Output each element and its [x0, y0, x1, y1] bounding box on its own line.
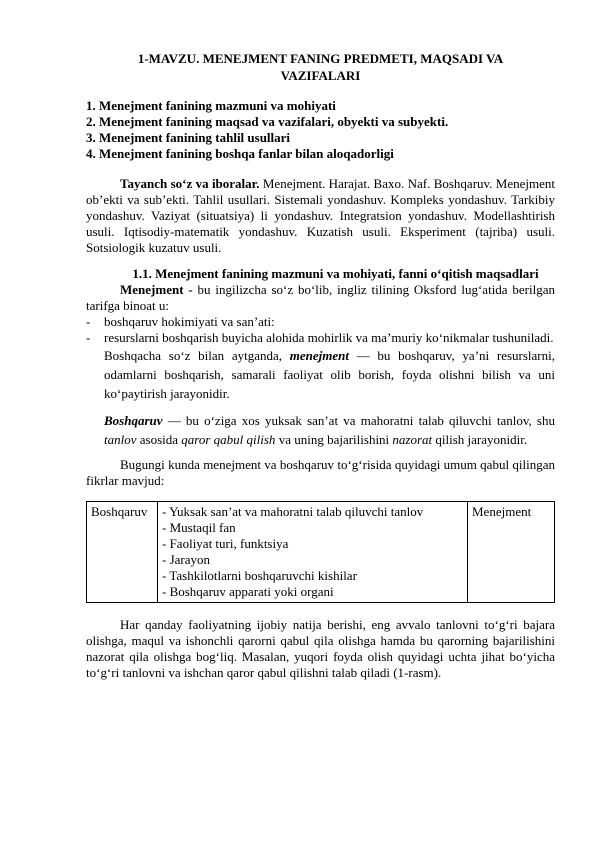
keywords-label: Tayanch so‘z va iboralar.: [120, 176, 260, 191]
comparison-table: [86, 501, 555, 603]
definition-list: [86, 314, 555, 346]
table-cell-left: Boshqaruv: [87, 502, 158, 603]
keywords-paragraph: [86, 176, 555, 256]
menejment-term: menejment: [289, 348, 349, 363]
document-page: [86, 50, 555, 681]
toc-item: 2. Menejment fanining maqsad va vazifalari, obyekti va subyekti.: [86, 114, 449, 129]
text-run: qilish jarayonidir.: [432, 432, 528, 447]
definition-paragraph: [86, 282, 555, 314]
list-item: - resurslarni boshqarish buyicha alohida mohirlik va ma’muriy ko‘nikmalar tushuniladi.: [86, 330, 555, 346]
text-run: — bu boshqaruv, ya’ni resurslarni, odamlarni boshqarish, samarali faoliyat olib borish, foyda olishni bilish va uni ko‘paytirish jarayonidir.: [104, 348, 555, 401]
boshqaruv-paragraph: [104, 411, 555, 449]
table-of-contents: [86, 98, 555, 162]
table-cell-right: Menejment: [468, 502, 555, 603]
toc-item: 1. Menejment fanining mazmuni va mohiyati: [86, 98, 336, 113]
emphasis-word: qaror qabul qilish: [181, 432, 276, 447]
list-item: - boshqaruv hokimiyati va san’ati:: [86, 314, 555, 330]
page-title: 1-MAVZU. MENEJMENT FANING PREDMETI, MAQSADI VA VAZIFALARI: [137, 51, 504, 83]
menejment-paragraph: [104, 346, 555, 403]
table-item: - Boshqaruv apparati yoki organi: [162, 584, 334, 599]
text-run: Boshqacha so‘z bilan aytganda,: [104, 348, 290, 363]
table-item: - Faoliyat turi, funktsiya: [162, 536, 289, 551]
definition-text: bu ingilizcha so‘z bo‘lib, ingliz tilining Oksford lug‘atida berilgan tarifga binoat u:: [86, 282, 555, 313]
emphasis-word: nazorat: [392, 432, 433, 447]
explanation-block: [86, 346, 555, 449]
text-run: — bu o‘ziga xos yuksak san’at va mahoratni talab qiluvchi tanlov, shu: [162, 413, 555, 428]
views-paragraph: Bugungi kunda menejment va boshqaruv to‘g‘risida quyidagi umum qabul qilingan fikrlar mavjud:: [86, 457, 555, 488]
boshqaruv-term: Boshqaruv: [104, 413, 163, 428]
table-row: [87, 502, 555, 603]
keywords-text: Menejment. Harajat. Baxo. Naf. Boshqaruv. Menejment ob’ekti va sub’ekti. Tahlil usullari. Sistemali yondashuv. Kompleks yondashuv. Tarkibiy yondashuv. Vaziyat (situatsiya) li yondashuv. Integratsion yondashuv. Modellashtirish usuli. Iqtisodiy-matematik yondashuv. Kuzatish usuli. Eksperiment (tajriba) usuli. Sotsiologik kuzatuv usuli.: [86, 176, 555, 255]
toc-item: 3. Menejment fanining tahlil usullari: [86, 130, 291, 145]
definition-term: Menejment -: [120, 282, 193, 297]
table-item: - Jarayon: [162, 552, 211, 567]
table-item: - Yuksak san’at va mahoratni talab qiluvchi tanlov: [162, 504, 424, 519]
emphasis-word: tanlov: [104, 432, 137, 447]
text-run: va uning bajarilishini: [275, 432, 393, 447]
section-title: 1.1. Menejment fanining mazmuni va mohiyati, fanni o‘qitish maqsadlari: [132, 266, 539, 281]
toc-item: 4. Menejment fanining boshqa fanlar bilan aloqadorligi: [86, 146, 394, 161]
text-run: asosida: [136, 432, 182, 447]
table-item: - Mustaqil fan: [162, 520, 236, 535]
final-paragraph: Har qanday faoliyatning ijobiy natija berishi, eng avvalo tanlovni to‘g‘ri bajara olishga, maqul va ishonchli qarorni qabul qila olishga hamda bu qarorning bajarilishini nazorat qila olishga bog‘liq. Masalan, yuqori foyda olish quyidagi uchta jihat bo‘yicha to‘g‘ri tanlovni va ishchan qaror qabul qilishni talab qiladi (1-rasm).: [86, 617, 555, 680]
table-cell-items: [158, 502, 468, 603]
table-item: - Tashkilotlarni boshqaruvchi kishilar: [162, 568, 357, 583]
